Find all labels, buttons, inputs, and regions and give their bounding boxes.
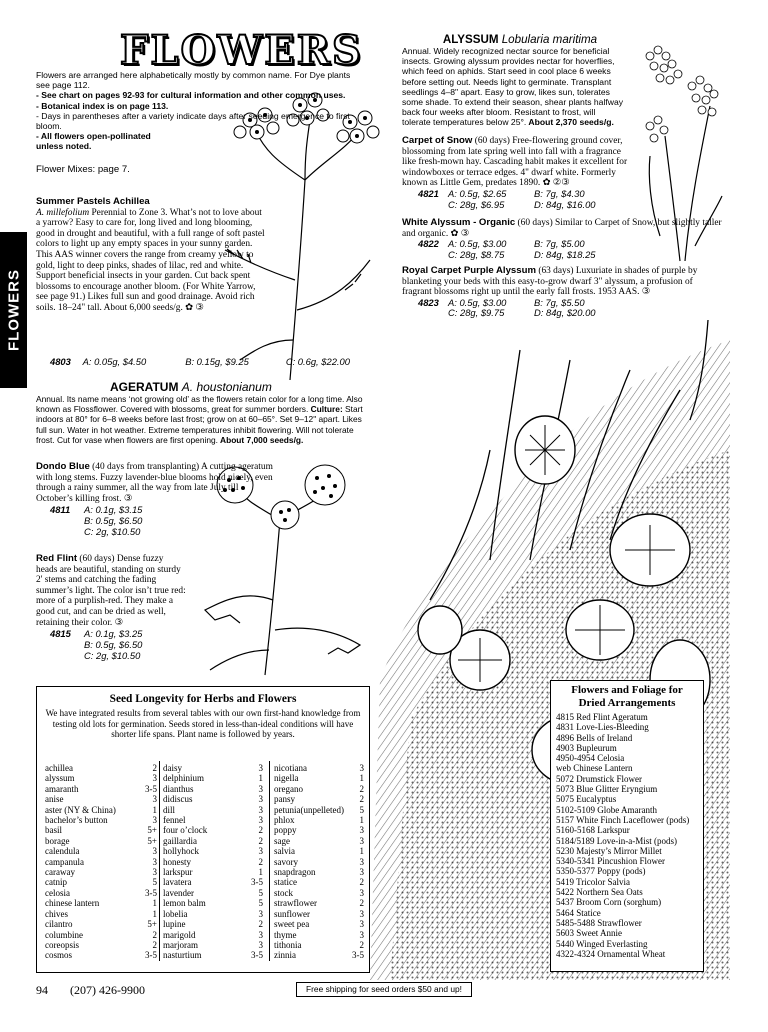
plant-name: oregano [274, 783, 303, 794]
longevity-row [45, 898, 157, 908]
years-value: 1 [258, 773, 263, 784]
price-option: D: 84g, $20.00 [534, 307, 596, 319]
plant-name: dianthus [163, 783, 194, 794]
longevity-row [274, 867, 364, 877]
longevity-row [163, 898, 263, 908]
variety-name: White Alyssum - Organic [402, 217, 516, 228]
plant-name: anise [45, 794, 64, 805]
longevity-row [45, 794, 157, 804]
longevity-row [274, 950, 364, 960]
longevity-row [163, 877, 263, 887]
years-value: 3-5 [145, 887, 157, 898]
years-value: 2 [152, 763, 157, 773]
dried-list-item: 4896 Bells of Ireland [556, 732, 633, 743]
longevity-row [45, 930, 157, 940]
years-value: 3 [258, 794, 263, 805]
plant-name: caraway [45, 867, 75, 878]
dried-list-item: 4903 Bupleurum [556, 742, 617, 753]
section-heading: ALYSSUM [442, 33, 499, 46]
dondo-blue-entry [36, 462, 276, 538]
longevity-row [163, 763, 263, 773]
box-title [551, 684, 703, 710]
achillea-entry [36, 197, 268, 314]
culture-text: Start indoors at 80° for 6–8 weeks before last frost; grow on at 60–65°. Set 9–12" apart. Likes full sun. Water in hot weather. Extreme temperatures inhibit flowering. Will not tolerate frost. Cut for vase when flowers are first opening. [36, 404, 363, 445]
plant-name: chives [45, 908, 68, 919]
price-option: D: 84g, $16.00 [534, 198, 596, 210]
longevity-row [274, 763, 364, 773]
alyssum-heading [420, 33, 620, 46]
longevity-row [163, 857, 263, 867]
plant-name: statice [274, 877, 297, 888]
plant-name: catnip [45, 877, 67, 888]
column-divider [269, 761, 270, 961]
seed-count: About 7,000 seeds/g. [218, 434, 304, 445]
dried-list-item: 5422 Northern Sea Oats [556, 887, 643, 898]
years-value: 3 [359, 763, 364, 773]
years-value: 3 [152, 856, 157, 867]
longevity-row [274, 930, 364, 940]
price-option: D: 84g, $18.25 [534, 248, 596, 260]
years-value: 3 [258, 939, 263, 950]
years-value: 2 [152, 929, 157, 940]
plant-name: nicotiana [274, 763, 307, 773]
page-title-text: FLOWERS [120, 27, 363, 74]
longevity-column [274, 763, 364, 961]
side-tab-label: FLOWERS [5, 269, 22, 351]
price-list [402, 298, 724, 319]
plant-name: hollyhock [163, 846, 199, 857]
plant-name: calendula [45, 846, 80, 857]
box-title: Seed Longevity for Herbs and Flowers [109, 693, 297, 705]
dried-list-item: 4831 Love-Lies-Bleeding [556, 722, 649, 733]
years-value: 2 [359, 898, 364, 909]
longevity-row [163, 846, 263, 856]
years-value: 3 [359, 867, 364, 878]
ageratum-heading [110, 380, 390, 394]
longevity-row [163, 867, 263, 877]
longevity-row [163, 815, 263, 825]
years-value: 3-5 [352, 950, 364, 961]
years-value: 2 [152, 939, 157, 950]
years-value: 3-5 [251, 950, 263, 961]
plant-name: campanula [45, 856, 84, 867]
intro-line: - All flowers open-pollinated [36, 131, 151, 142]
price-option: A: 0.05g, $4.50 [82, 356, 147, 367]
longevity-row [45, 919, 157, 929]
dried-list-item: 5485-5488 Strawflower [556, 917, 642, 928]
plant-name: petunia(unpelleted) [274, 804, 344, 815]
longevity-row [45, 940, 157, 950]
years-value: 3 [359, 825, 364, 836]
plant-name: sunflower [274, 908, 310, 919]
dried-list [556, 712, 702, 959]
longevity-row [274, 825, 364, 835]
longevity-row [163, 909, 263, 919]
royal-carpet-entry [402, 266, 724, 319]
plant-name: columbine [45, 929, 83, 940]
column-divider [159, 761, 160, 961]
dried-list-item: 5160-5168 Larkspur [556, 825, 630, 836]
longevity-row [274, 898, 364, 908]
intro-line: - Days in parentheses after a variety indicate days after seeding emergence to first bloom. [36, 110, 350, 132]
white-alyssum-entry [402, 218, 722, 260]
free-shipping-notice: Free shipping for seed orders $50 and up! [296, 982, 472, 997]
longevity-row [45, 805, 157, 815]
item-code: 4822 [418, 238, 439, 250]
price-list [402, 189, 632, 210]
plant-name: larkspur [163, 867, 193, 878]
longevity-row [274, 919, 364, 929]
plant-name: amaranth [45, 783, 79, 794]
years-value: 1 [359, 815, 364, 826]
dried-list-item: 4815 Red Flint Ageratum [556, 712, 648, 722]
variety-name: Royal Carpet Purple Alyssum [402, 265, 536, 276]
years-value: 5+ [147, 919, 157, 930]
dried-list-item: 5102-5109 Globe Amaranth [556, 804, 657, 815]
longevity-row [163, 836, 263, 846]
longevity-row [274, 794, 364, 804]
plant-name: strawflower [274, 898, 317, 909]
box-title-line: Flowers and Foliage for [571, 684, 683, 696]
longevity-row [274, 857, 364, 867]
longevity-row [45, 773, 157, 783]
longevity-row [163, 888, 263, 898]
plant-name: thyme [274, 929, 297, 940]
plant-name: savory [274, 856, 298, 867]
years-value: 5+ [147, 835, 157, 846]
years-value: 3 [258, 763, 263, 773]
price-option: C: 28g, $9.75 [448, 307, 505, 319]
years-value: 2 [359, 939, 364, 950]
dried-list-item: 5350-5377 Poppy (pods) [556, 866, 646, 877]
years-value: 3 [258, 804, 263, 815]
price-option: C: 2g, $10.50 [84, 649, 141, 661]
years-value: 1 [258, 867, 263, 878]
variety-name: Summer Pastels Achillea [36, 196, 150, 207]
years-value: 3 [359, 887, 364, 898]
longevity-row [45, 877, 157, 887]
red-flint-entry [36, 554, 186, 662]
price-option: C: 2g, $10.50 [84, 525, 141, 537]
years-value: 3 [258, 846, 263, 857]
intro-line: Flowers are arranged here alphabetically mostly by common name. For Dye plants see page 112. [36, 70, 351, 91]
years-value: 5 [258, 887, 263, 898]
alyssum-description [402, 46, 624, 128]
plant-name: sage [274, 835, 290, 846]
plant-name: lemon balm [163, 898, 206, 909]
longevity-row [45, 836, 157, 846]
years-value: 3 [152, 846, 157, 857]
years-value: 1 [359, 846, 364, 857]
dried-list-item: web Chinese Lantern [556, 763, 633, 774]
item-code: 4815 [50, 628, 71, 640]
longevity-row [163, 784, 263, 794]
longevity-row [274, 805, 364, 815]
plant-name: daisy [163, 763, 182, 773]
dried-list-item: 5340-5341 Pincushion Flower [556, 856, 665, 867]
intro-notes [36, 70, 366, 152]
price-option: B: 7g, $5.00 [534, 238, 585, 250]
plant-name: pansy [274, 794, 295, 805]
plant-name: lavatera [163, 877, 192, 888]
years-value: 3 [359, 919, 364, 930]
years-value: 3 [359, 835, 364, 846]
plant-name: coreopsis [45, 939, 79, 950]
plant-name: tithonia [274, 939, 302, 950]
plant-name: poppy [274, 825, 297, 836]
plant-name: borage [45, 835, 70, 846]
longevity-row [45, 815, 157, 825]
plant-name: basil [45, 825, 62, 836]
intro-line: unless noted. [36, 141, 92, 152]
longevity-row [274, 773, 364, 783]
plant-name: alyssum [45, 773, 75, 784]
dried-list-item: 5230 Majesty’s Mirror Millet [556, 845, 662, 856]
dried-list-item: 4950-4954 Celosia [556, 753, 625, 764]
zone-text: Perennial to Zone 3. [89, 207, 168, 218]
price-option: A: 0.1g, $3.15 [84, 504, 143, 516]
price-option: A: 0.5g, $3.00 [448, 296, 507, 308]
seed-count: About 2,370 seeds/g. [526, 117, 614, 128]
description-text: Annual. Its name means ‘not growing old’ as the flowers retain color for a long time. Also known as Flossflower. Covered with blossoms, great for summer borders. [36, 394, 363, 415]
longevity-row [274, 877, 364, 887]
price-option: B: 7g, $5.50 [534, 296, 585, 308]
price-option: A: 0.5g, $2.65 [448, 187, 507, 199]
years-value: 3 [359, 929, 364, 940]
variety-description: (63 days) Luxuriate in shades of purple by blanketing your beds with this easy-to-grow dwarf 3" alyssum, a profusion of fragrant blossoms right up until the early fall frosts. 1953 AAS. ③ [402, 266, 698, 298]
variety-description: (40 days from transplanting) A cutting ageratum with long stems. Fuzzy lavender-blue blooms hold nicely, even through a rainy summer, all the way from late July till October’s killing frost. ③ [36, 462, 273, 504]
years-value: 3 [152, 867, 157, 878]
dried-list-item: 5075 Eucalyptus [556, 794, 617, 805]
price-row [50, 356, 370, 367]
dried-arrangements-box [550, 680, 704, 972]
phone-number: (207) 426-9900 [70, 983, 145, 997]
longevity-column [163, 763, 263, 961]
plant-name: cosmos [45, 950, 72, 961]
longevity-row [274, 846, 364, 856]
plant-name: sweet pea [274, 919, 310, 930]
years-value: 3 [258, 929, 263, 940]
longevity-row [45, 763, 157, 773]
longevity-row [45, 857, 157, 867]
culture-label: Culture: [310, 404, 343, 415]
years-value: 3 [258, 908, 263, 919]
price-option: B: 0.5g, $6.50 [84, 638, 143, 650]
longevity-row [274, 784, 364, 794]
item-code: 4803 [50, 356, 71, 367]
longevity-row [274, 888, 364, 898]
variety-name: Dondo Blue [36, 461, 90, 472]
years-value: 3 [258, 783, 263, 794]
dried-list-item: 5073 Blue Glitter Eryngium [556, 784, 658, 795]
dried-list-item: 5464 Statice [556, 907, 601, 918]
price-option: C: 0.6g, $22.00 [285, 356, 350, 367]
years-value: 3 [258, 815, 263, 826]
price-option: B: 0.5g, $6.50 [84, 515, 143, 527]
plant-name: didiscus [163, 794, 193, 805]
plant-name: stock [274, 887, 293, 898]
plant-name: chinese lantern [45, 898, 100, 909]
box-description: We have integrated results from several tables with our own first-hand knowledge from testing old lots for germination. Seeds stored in less-than-ideal conditions will have shorter life spans. Plant name is followed by years. [45, 708, 361, 740]
longevity-row [163, 773, 263, 783]
years-value: 2 [258, 835, 263, 846]
longevity-row [45, 909, 157, 919]
plant-name: bachelor’s button [45, 815, 108, 826]
ageratum-description [36, 394, 369, 445]
years-value: 1 [152, 908, 157, 919]
plant-name: phlox [274, 815, 295, 826]
years-value: 2 [258, 919, 263, 930]
dried-list-item: 5157 White Finch Laceflower (pods) [556, 814, 690, 825]
plant-name: marigold [163, 929, 196, 940]
longevity-row [163, 805, 263, 815]
page-title [120, 27, 363, 74]
years-value: 3 [152, 815, 157, 826]
plant-name: zinnia [274, 950, 296, 961]
longevity-row [274, 836, 364, 846]
years-value: 3-5 [145, 950, 157, 961]
plant-name: delphinium [163, 773, 204, 784]
years-value: 5 [152, 877, 157, 888]
latin-name: A. houstonianum [181, 380, 272, 394]
longevity-row [163, 950, 263, 960]
item-code: 4811 [50, 504, 71, 516]
plant-name: marjoram [163, 939, 198, 950]
price-option: C: 28g, $6.95 [448, 198, 505, 210]
years-value: 1 [152, 898, 157, 909]
plant-name: honesty [163, 856, 191, 867]
years-value: 2 [258, 856, 263, 867]
years-value: 2 [258, 825, 263, 836]
price-option: B: 0.15g, $9.25 [185, 356, 249, 367]
box-title-line: Dried Arrangements [578, 697, 676, 709]
dried-list-item: 5440 Winged Everlasting [556, 938, 648, 949]
plant-name: cilantro [45, 919, 73, 930]
price-list [36, 629, 186, 661]
plant-name: aster (NY & China) [45, 804, 116, 815]
variety-description: (60 days) Dense fuzzy heads are beautiful, standing on sturdy 2' stems and catching the fading summer’s light. The color isn’t true red: more of a purplish-red. They make a good cut, and can be dried as well, retaining their color. ③ [36, 554, 186, 628]
longevity-row [45, 784, 157, 794]
dried-list-item: 5437 Broom Corn (sorghum) [556, 897, 662, 908]
years-value: 5 [359, 804, 364, 815]
carpet-of-snow-entry [402, 136, 632, 210]
intro-line: - See chart on pages 92-93 for cultural information and other common uses. [36, 90, 346, 101]
plant-name: snapdragon [274, 867, 316, 878]
description-text: Annual. Widely recognized nectar source for beneficial insects. Growing alyssum provides nectar for hoverflies, which feed on aphids. Start seed in cool place 6 weeks before setting out. Needs light to germinate. Transplant seedlings 4–8" apart. Easy to grow, likes sun, tolerates some shade. To extend their season, shear plants halfway back four weeks after bloom. Resistant to frost, will tolerate temperatures below 25°. [402, 46, 624, 128]
intro-line: - Botanical index is on page 113. [36, 100, 169, 111]
price-option: A: 0.5g, $3.00 [448, 238, 507, 250]
variety-description [36, 208, 268, 314]
longevity-row [163, 794, 263, 804]
years-value: 2 [359, 783, 364, 794]
description-text: What’s not to love about a yarrow? Easy to care for, long lived and long blooming, good in drought and beautiful, with a full range of soft pastel colors to light up any empty spaces in your sunny garden. This AAS winner covers the range from creamy yellow to gold, light to deep pinks, shades of lilac, red and white. Support beneficial insects in your garden. Cut back spent blossoms to encourage another bloom. (For White Yarrow, see page 91.) Likes full sun and good drainage. Avoid rich soils. 18–24" tall. About 6,000 seeds/g. ✿ ③ [36, 207, 265, 313]
longevity-row [274, 909, 364, 919]
years-value: 3 [359, 856, 364, 867]
years-value: 1 [152, 804, 157, 815]
years-value: 3 [152, 794, 157, 805]
plant-name: celosia [45, 887, 70, 898]
section-heading: AGERATUM [110, 380, 179, 394]
flower-mixes-note: Flower Mixes: page 7. [36, 164, 130, 175]
item-code: 4823 [418, 296, 439, 308]
dried-list-item: 5419 Tricolor Salvia [556, 876, 631, 887]
longevity-row [45, 888, 157, 898]
price-option: C: 28g, $8.75 [448, 248, 505, 260]
plant-name: nasturtium [163, 950, 202, 961]
plant-name: lavender [163, 887, 194, 898]
years-value: 3 [152, 773, 157, 784]
longevity-row [274, 940, 364, 950]
years-value: 3-5 [251, 877, 263, 888]
longevity-column [45, 763, 157, 961]
latin-name: A. millefolium [36, 207, 90, 218]
price-list [36, 505, 276, 537]
dried-list-item: 5072 Drumstick Flower [556, 773, 642, 784]
years-value: 1 [359, 773, 364, 784]
longevity-row [45, 950, 157, 960]
longevity-row [274, 815, 364, 825]
plant-name: lupine [163, 919, 186, 930]
longevity-row [45, 867, 157, 877]
years-value: 3-5 [145, 783, 157, 794]
latin-name: Lobularia maritima [501, 33, 598, 46]
longevity-row [163, 919, 263, 929]
years-value: 5 [258, 898, 263, 909]
years-value: 3 [359, 908, 364, 919]
variety-description: (60 days) Free-flowering ground cover, blossoming from late spring well into fall with a fragrance like fresh-mown hay. Cascading habit makes it excellent for windowboxes or terrace edges. 4" dwarf white. Formerly known as Little Gem, predates 1890. ✿ ②③ [402, 136, 628, 189]
longevity-row [163, 930, 263, 940]
longevity-row [163, 940, 263, 950]
years-value: 5+ [147, 825, 157, 836]
plant-name: gaillardia [163, 835, 197, 846]
years-value: 2 [359, 794, 364, 805]
plant-name: salvia [274, 846, 295, 857]
dried-list-item: 5603 Sweet Annie [556, 928, 622, 939]
item-code: 4821 [418, 187, 439, 199]
price-list [402, 239, 722, 260]
variety-description: (60 days) Similar to Carpet of Snow, but slightly taller and organic. ✿ ③ [402, 218, 722, 239]
years-value: 2 [359, 877, 364, 888]
section-side-tab [0, 232, 27, 388]
price-option: B: 7g, $4.30 [534, 187, 585, 199]
dried-list-item: 4322-4324 Ornamental Wheat [556, 948, 666, 959]
plant-name: lobelia [163, 908, 188, 919]
plant-name: achillea [45, 763, 73, 773]
variety-name: Carpet of Snow [402, 135, 473, 146]
plant-name: four o’clock [163, 825, 208, 836]
seed-longevity-box [36, 686, 370, 973]
plant-name: fennel [163, 815, 186, 826]
page-number: 94 [36, 983, 48, 997]
longevity-row [45, 846, 157, 856]
variety-name: Red Flint [36, 553, 78, 564]
longevity-row [45, 825, 157, 835]
price-option: A: 0.1g, $3.25 [84, 628, 143, 640]
plant-name: nigella [274, 773, 299, 784]
plant-name: dill [163, 804, 176, 815]
longevity-row [163, 825, 263, 835]
dried-list-item: 5184/5189 Love-in-a-Mist (pods) [556, 835, 677, 846]
